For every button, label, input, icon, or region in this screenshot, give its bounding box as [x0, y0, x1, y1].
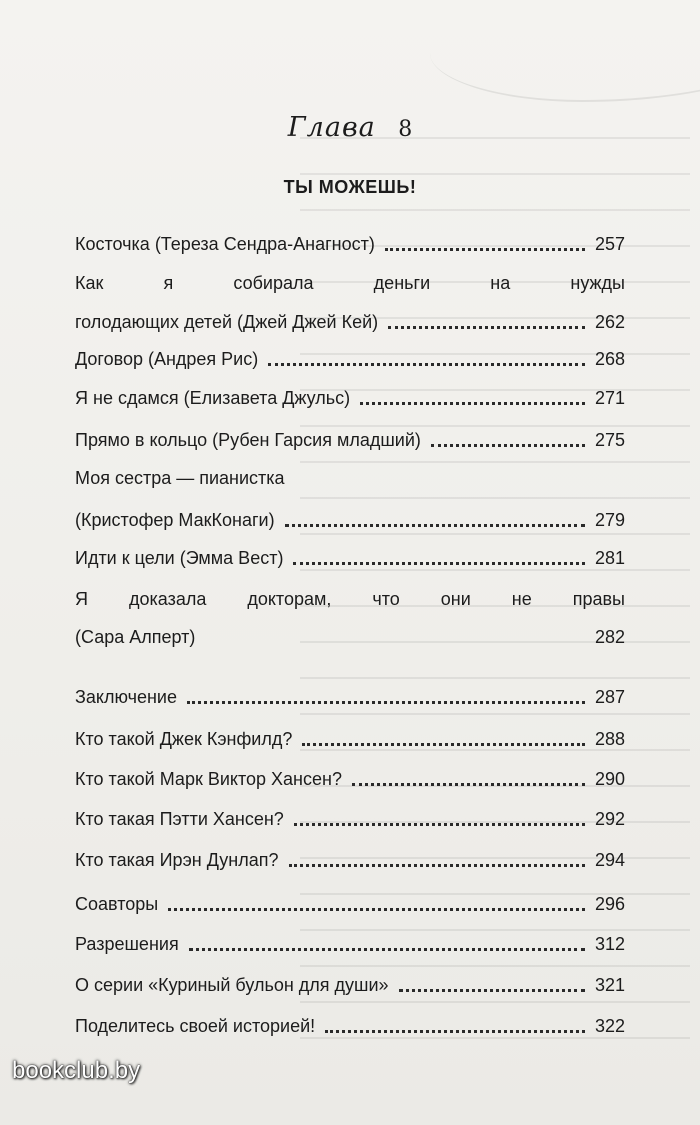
- toc-leader: [431, 414, 585, 447]
- toc-title: Кто такой Марк Виктор Хансен?: [75, 769, 342, 789]
- toc-title: голодающих детей (Джей Джей Кей): [75, 312, 379, 332]
- toc-page: 294: [594, 850, 625, 870]
- page-curl-shadow: [430, 0, 700, 102]
- toc-title: Кто такая Ирэн Дунлап?: [75, 850, 279, 870]
- toc-leader: [268, 333, 585, 366]
- toc-page: 322: [594, 1016, 625, 1036]
- toc-title: Кто такая Пэтти Хансен?: [75, 809, 284, 829]
- toc-page: 268: [594, 349, 625, 369]
- toc-page: 288: [594, 729, 625, 749]
- toc-page: 275: [594, 430, 625, 450]
- toc-entry[interactable]: [75, 463, 625, 493]
- toc-title: Косточка (Тереза Сендра-Анагност): [75, 234, 375, 254]
- toc-page: 271: [594, 388, 625, 408]
- chapter-number: 8: [398, 117, 413, 142]
- toc-entry[interactable]: [75, 682, 625, 712]
- toc-page: 290: [594, 769, 625, 789]
- toc-leader: [205, 611, 585, 644]
- toc-title: Я не сдамся (Елизавета Джульс): [75, 388, 351, 408]
- toc-entry[interactable]: [75, 724, 625, 754]
- toc-entry[interactable]: [75, 929, 625, 959]
- toc-title: Кто такой Джек Кэнфилд?: [75, 729, 293, 749]
- site-watermark: bookclub.by: [12, 1057, 141, 1084]
- toc-entry[interactable]: [75, 845, 625, 875]
- toc-page: 292: [594, 809, 625, 829]
- toc-leader: [187, 671, 585, 704]
- toc-leader: [168, 878, 585, 911]
- toc-page: 282: [594, 627, 625, 647]
- toc-page: 321: [594, 975, 625, 995]
- toc-title: Как я собирала деньги на нужды: [75, 273, 625, 293]
- toc-leader: [289, 834, 585, 867]
- toc-page: 281: [594, 548, 625, 568]
- toc-entry[interactable]: [75, 505, 625, 535]
- toc-title: Разрешения: [75, 934, 179, 954]
- toc-entry[interactable]: [75, 584, 625, 614]
- toc-title: Прямо в кольцо (Рубен Гарсия младший): [75, 430, 421, 450]
- toc-entry[interactable]: [75, 543, 625, 573]
- toc-title: Моя сестра — пианистка: [75, 468, 285, 488]
- toc-title: Договор (Андрея Рис): [75, 349, 259, 369]
- toc-leader: [385, 218, 585, 251]
- toc-leader: [285, 494, 585, 527]
- toc-title: О серии «Куриный бульон для души»: [75, 975, 389, 995]
- toc-title: Я доказала докторам, что они не правы: [75, 589, 625, 609]
- toc-leader: [325, 1000, 585, 1033]
- toc-leader: [293, 532, 585, 565]
- toc-page: 312: [594, 934, 625, 954]
- toc-leader: [399, 959, 585, 992]
- toc-leader: [294, 793, 585, 826]
- toc-entry[interactable]: [75, 268, 625, 298]
- toc-title: Заключение: [75, 687, 177, 707]
- toc-page: 287: [594, 687, 625, 707]
- chapter-heading: [0, 112, 700, 143]
- toc-entry[interactable]: [75, 1011, 625, 1041]
- toc-leader: [388, 296, 585, 329]
- toc-entry[interactable]: [75, 804, 625, 834]
- toc-leader: [302, 713, 585, 746]
- toc-entry[interactable]: [75, 889, 625, 919]
- chapter-subtitle: ТЫ МОЖЕШЬ!: [283, 177, 417, 197]
- toc-title: Идти к цели (Эмма Вест): [75, 548, 284, 568]
- toc-entry[interactable]: [75, 764, 625, 794]
- toc-leader: [352, 753, 585, 786]
- toc-entry[interactable]: [75, 383, 625, 413]
- toc-entry[interactable]: [75, 344, 625, 374]
- toc-entry[interactable]: [75, 970, 625, 1000]
- toc-leader: [189, 918, 585, 951]
- toc-page: 296: [594, 894, 625, 914]
- toc-page: 279: [594, 510, 625, 530]
- toc-entry[interactable]: [75, 622, 625, 652]
- toc-page: 262: [594, 312, 625, 332]
- toc-entry[interactable]: [75, 425, 625, 455]
- toc-leader: [360, 372, 585, 405]
- toc-title: Поделитесь своей историей!: [75, 1016, 316, 1036]
- toc-title: Соавторы: [75, 894, 159, 914]
- toc-title: (Кристофер МакКонаги): [75, 510, 275, 530]
- chapter-word: Глава: [287, 112, 376, 143]
- toc-title: (Сара Алперт): [75, 627, 196, 647]
- toc-entry[interactable]: [75, 229, 625, 259]
- toc-page: 257: [594, 234, 625, 254]
